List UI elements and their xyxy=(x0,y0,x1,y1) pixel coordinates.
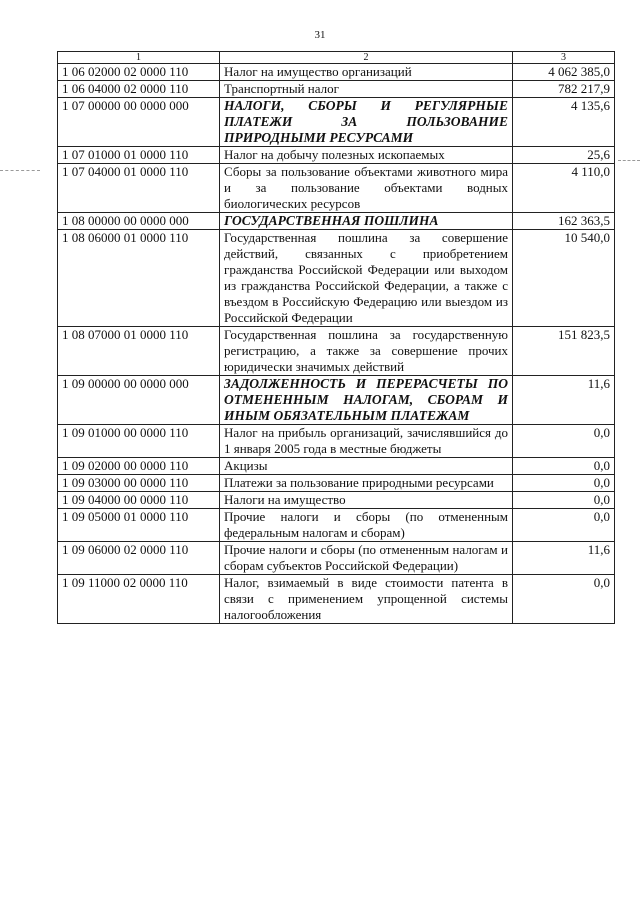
column-header-name: 2 xyxy=(220,52,513,64)
budget-code-cell: 1 09 01000 00 0000 110 xyxy=(58,425,220,458)
amount-cell: 4 135,6 xyxy=(513,98,615,147)
amount-cell: 11,6 xyxy=(513,542,615,575)
budget-code-cell: 1 06 02000 02 0000 110 xyxy=(58,64,220,81)
revenue-name-cell: Государственная пошлина за государственную регистрацию, а также за совершение прочих юридически значимых действий xyxy=(220,327,513,376)
column-header-code: 1 xyxy=(58,52,220,64)
revenue-name-cell: Транспортный налог xyxy=(220,81,513,98)
revenue-name-cell: Налоги на имущество xyxy=(220,492,513,509)
amount-cell: 10 540,0 xyxy=(513,230,615,327)
budget-code-cell: 1 08 00000 00 0000 000 xyxy=(58,213,220,230)
budget-code-cell: 1 07 00000 00 0000 000 xyxy=(58,98,220,147)
table-row xyxy=(58,509,615,542)
revenue-name-cell: Платежи за пользование природными ресурсами xyxy=(220,475,513,492)
revenue-name-cell: Налог, взимаемый в виде стоимости патента в связи с применением упрощенной системы налогообложения xyxy=(220,575,513,624)
amount-cell: 0,0 xyxy=(513,575,615,624)
column-header-amount: 3 xyxy=(513,52,615,64)
amount-cell: 0,0 xyxy=(513,425,615,458)
amount-cell: 162 363,5 xyxy=(513,213,615,230)
budget-revenue-table xyxy=(57,51,615,624)
budget-code-cell: 1 09 02000 00 0000 110 xyxy=(58,458,220,475)
margin-mark-left xyxy=(0,170,40,171)
table-row xyxy=(58,213,615,230)
amount-cell: 4 062 385,0 xyxy=(513,64,615,81)
budget-code-cell: 1 07 01000 01 0000 110 xyxy=(58,147,220,164)
table-row xyxy=(58,458,615,475)
amount-cell: 11,6 xyxy=(513,376,615,425)
table-row xyxy=(58,230,615,327)
revenue-name-cell: ГОСУДАРСТВЕННАЯ ПОШЛИНА xyxy=(220,213,513,230)
budget-code-cell: 1 08 06000 01 0000 110 xyxy=(58,230,220,327)
revenue-name-cell: Акцизы xyxy=(220,458,513,475)
table-row xyxy=(58,376,615,425)
table-row xyxy=(58,147,615,164)
margin-mark-right xyxy=(618,160,640,161)
revenue-name-cell: Налог на добычу полезных ископаемых xyxy=(220,147,513,164)
budget-code-cell: 1 07 04000 01 0000 110 xyxy=(58,164,220,213)
budget-code-cell: 1 09 00000 00 0000 000 xyxy=(58,376,220,425)
amount-cell: 0,0 xyxy=(513,509,615,542)
budget-code-cell: 1 09 05000 01 0000 110 xyxy=(58,509,220,542)
revenue-name-cell: Прочие налоги и сборы (по отмененным федеральным налогам и сборам) xyxy=(220,509,513,542)
amount-cell: 0,0 xyxy=(513,492,615,509)
budget-code-cell: 1 09 03000 00 0000 110 xyxy=(58,475,220,492)
amount-cell: 4 110,0 xyxy=(513,164,615,213)
budget-code-cell: 1 09 04000 00 0000 110 xyxy=(58,492,220,509)
amount-cell: 151 823,5 xyxy=(513,327,615,376)
table-header-row xyxy=(58,52,615,64)
revenue-name-cell: Прочие налоги и сборы (по отмененным налогам и сборам субъектов Российской Федерации) xyxy=(220,542,513,575)
budget-code-cell: 1 09 11000 02 0000 110 xyxy=(58,575,220,624)
revenue-name-cell: НАЛОГИ, СБОРЫ И РЕГУЛЯРНЫЕ ПЛАТЕЖИ ЗА ПОЛЬЗОВАНИЕ ПРИРОДНЫМИ РЕСУРСАМИ xyxy=(220,98,513,147)
budget-code-cell: 1 09 06000 02 0000 110 xyxy=(58,542,220,575)
table-row xyxy=(58,327,615,376)
revenue-name-cell: Государственная пошлина за совершение действий, связанных с приобретением гражданства Российской Федерации или выходом из гражданства Российской Федерации, а также с въездом в Российскую Федерацию или выездом из Российской Федерации xyxy=(220,230,513,327)
table-row xyxy=(58,64,615,81)
budget-code-cell: 1 08 07000 01 0000 110 xyxy=(58,327,220,376)
amount-cell: 0,0 xyxy=(513,458,615,475)
table-row xyxy=(58,425,615,458)
table-row xyxy=(58,542,615,575)
budget-code-cell: 1 06 04000 02 0000 110 xyxy=(58,81,220,98)
table-row xyxy=(58,81,615,98)
revenue-name-cell: ЗАДОЛЖЕННОСТЬ И ПЕРЕРАСЧЕТЫ ПО ОТМЕНЕННЫМ НАЛОГАМ, СБОРАМ И ИНЫМ ОБЯЗАТЕЛЬНЫМ ПЛАТЕЖАМ xyxy=(220,376,513,425)
table-row xyxy=(58,492,615,509)
table-row xyxy=(58,164,615,213)
amount-cell: 0,0 xyxy=(513,475,615,492)
table-row xyxy=(58,575,615,624)
table-body xyxy=(58,64,615,624)
page-number: 31 xyxy=(314,29,326,41)
revenue-name-cell: Налог на прибыль организаций, зачислявшийся до 1 января 2005 года в местные бюджеты xyxy=(220,425,513,458)
table-row xyxy=(58,98,615,147)
revenue-name-cell: Сборы за пользование объектами животного мира и за пользование объектами водных биологических ресурсов xyxy=(220,164,513,213)
amount-cell: 782 217,9 xyxy=(513,81,615,98)
amount-cell: 25,6 xyxy=(513,147,615,164)
table-row xyxy=(58,475,615,492)
revenue-name-cell: Налог на имущество организаций xyxy=(220,64,513,81)
